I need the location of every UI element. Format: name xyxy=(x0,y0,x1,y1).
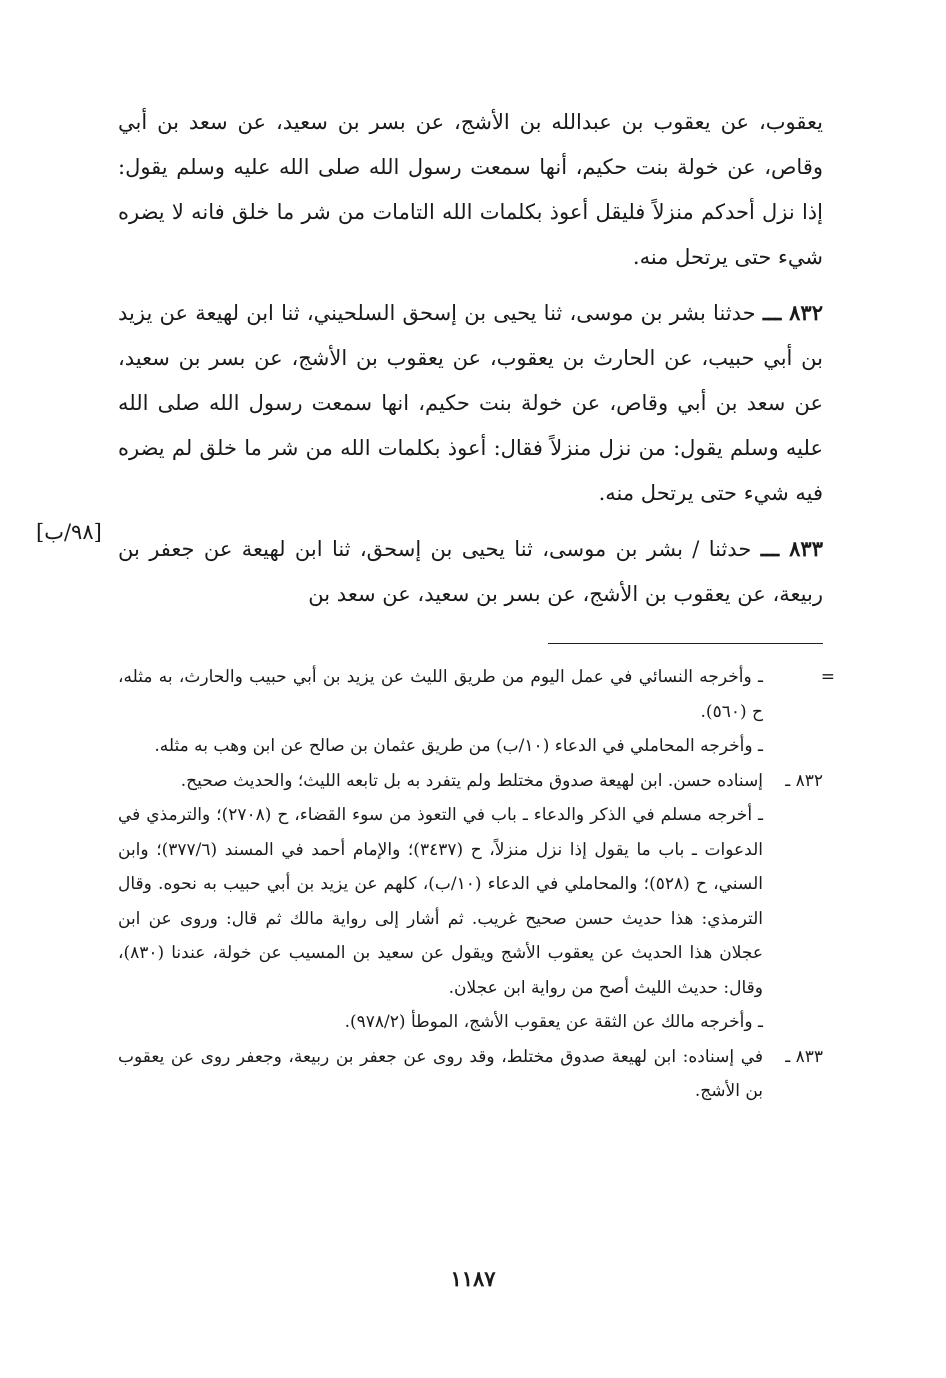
hadith-text: حدثنا / بشر بن موسى، ثنا يحيى بن إسحق، ثنا ابن لهيعة عن جعفر بن ربيعة، عن يعقوب بن الأشج، عن بسر بن سعيد، عن سعد بن xyxy=(118,537,823,606)
hadith-number: ٨٣٢ ـــ xyxy=(762,300,823,325)
footnote-divider xyxy=(548,643,823,644)
footnote-line: ـ وأخرجه النسائي في عمل اليوم من طريق الليث عن يزيد بن أبي حبيب والحارث، به مثله، ح (٥٦٠). xyxy=(118,667,763,722)
footnote-832 xyxy=(118,764,823,1040)
hadith-832 xyxy=(118,290,823,516)
hadith-833 xyxy=(118,526,823,617)
footnote-line: ـ وأخرجه مالك عن الثقة عن يعقوب الأشج، الموطأ (٩٧٨/٢). xyxy=(344,1012,763,1032)
footnote-line: إسناده حسن. ابن لهيعة صدوق مختلط ولم يتفرد به بل تابعه الليث؛ والحديث صحيح. xyxy=(180,770,763,791)
continuation-marker: = xyxy=(820,667,835,687)
hadith-number: ٨٣٣ ـــ xyxy=(760,536,823,561)
footnote-line: في إسناده: ابن لهيعة صدوق مختلط، وقد روى عن جعفر بن ربيعة، وجعفر روى عن يعقوب بن الأشج. xyxy=(118,1046,763,1101)
main-text xyxy=(118,100,823,627)
manuscript-folio-marker: [٩٨/ب] xyxy=(36,520,102,544)
footnote-833 xyxy=(118,1040,823,1109)
footnote-number: ٨٣٣ ـ xyxy=(785,1046,823,1067)
footnote-continuation xyxy=(118,660,835,764)
footnote-line: ـ أخرجه مسلم في الذكر والدعاء ـ باب في التعوذ من سوء القضاء، ح (٢٧٠٨)؛ والترمذي في الدعوات ـ باب ما يقول إذا نزل منزلاً، ح (٣٤٣٧)؛ والإمام أحمد في المسند (٣٧٧/٦)؛ وابن السني، ح (٥٢٨)؛ والمحاملي في الدعاء (١٠/ب)، كلهم عن يزيد بن أبي حبيب به نحوه. وقال الترمذي: هذا حديث حسن صحيح غريب. ثم أشار إلى رواية مالك ثم قال: وروى عن ابن عجلان هذا الحديث عن يعقوب الأشج ويقول عن سعيد بن المسيب عن خولة، عندنا (٨٣٠)، وقال: حديث الليث أصح من رواية ابن عجلان. xyxy=(118,805,763,998)
paragraph-continuation: يعقوب، عن يعقوب بن عبدالله بن الأشج، عن بسر بن سعيد، عن سعد بن أبي وقاص، عن خولة بنت حكيم، أنها سمعت رسول الله صلى الله عليه وسلم يقول: إذا نزل أحدكم منزلاً فليقل أعوذ بكلمات الله التامات من شر ما خلق فانه لا يضره شيء حتى يرتحل منه. xyxy=(118,110,823,269)
footnote-line: ـ وأخرجه المحاملي في الدعاء (١٠/ب) من طريق عثمان بن صالح عن ابن وهب به مثله. xyxy=(154,736,763,756)
footnote-number: ٨٣٢ ـ xyxy=(785,770,823,791)
hadith-text: حدثنا بشر بن موسى، ثنا يحيى بن إسحق السلحيني، ثنا ابن لهيعة عن يزيد بن أبي حبيب، عن الحارث بن يعقوب، عن يعقوب بن الأشج، عن بسر بن سعيد، عن سعد بن أبي وقاص، عن خولة بنت حكيم، انها سمعت رسول الله صلى الله عليه وسلم يقول: من نزل منزلاً فقال: أعوذ بكلمات الله من شر ما خلق لم يضره فيه شيء حتى يرتحل منه. xyxy=(118,301,823,505)
footnotes xyxy=(118,660,835,1109)
page-number: ١١٨٧ xyxy=(450,1266,496,1291)
